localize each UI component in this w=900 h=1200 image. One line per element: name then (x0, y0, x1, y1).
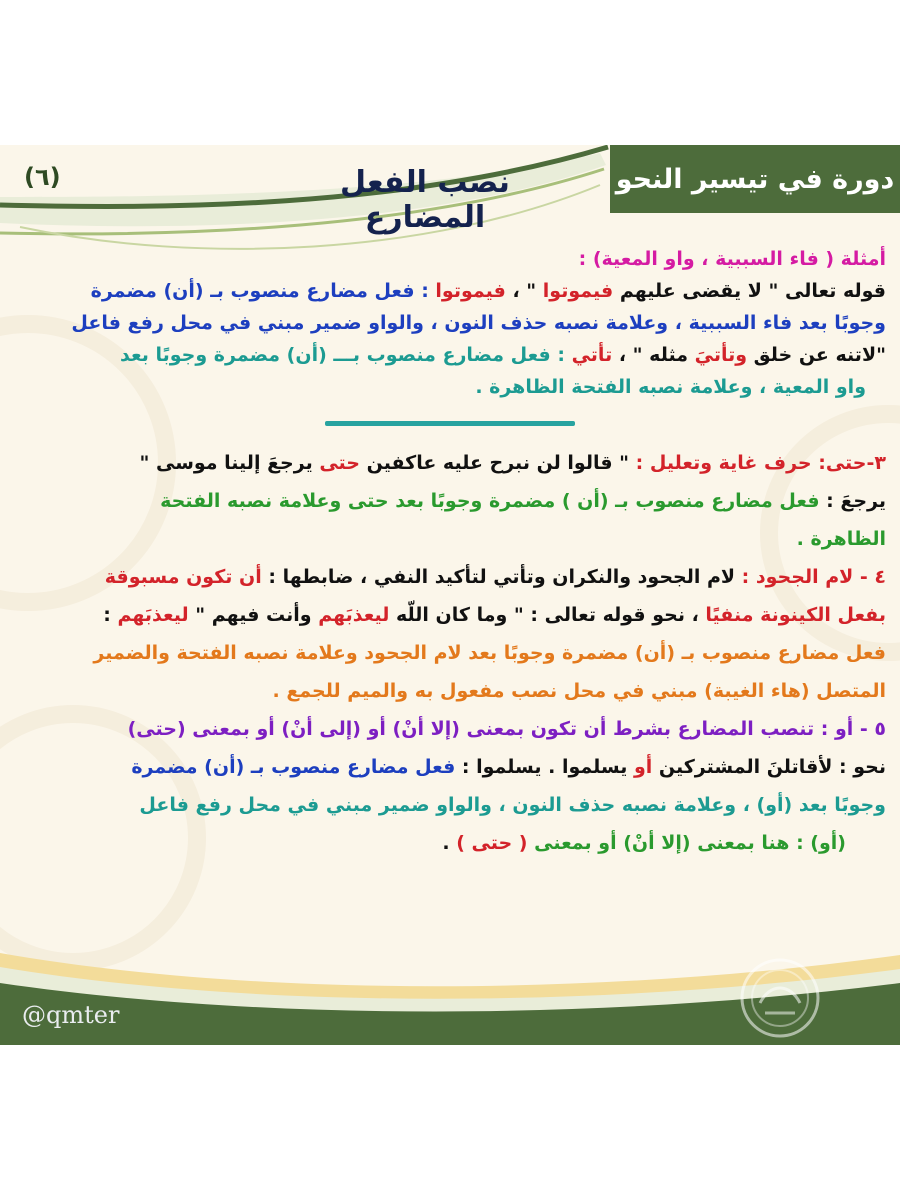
lesson-card (0, 145, 900, 1045)
text-run: وجوبًا بعد فاء السببية ، وعلامة نصبه حذف النون ، والواو ضمير مبني في محل رفع فاعل (71, 312, 886, 334)
text-run: حتى (319, 452, 360, 474)
lesson-title: نصب الفعل المضارع (340, 165, 510, 235)
text-run: ليعذبَهم (318, 604, 390, 626)
text-run: : فعل مضارع منصوب بـ (أن) مضمرة (90, 280, 436, 302)
text-run: أن تكون مسبوقة (104, 566, 262, 588)
text-line (14, 339, 886, 371)
text-line (14, 444, 886, 482)
text-run: "لاتنه عن خلق (747, 344, 886, 366)
text-line (14, 482, 886, 520)
section-divider (325, 421, 575, 426)
text-run: فيموتوا (435, 280, 506, 302)
examples-heading: أمثلة ( فاء السببية ، واو المعية) : (578, 248, 886, 270)
text-line (14, 307, 886, 339)
text-run: . (442, 832, 457, 854)
text-line (14, 824, 886, 862)
author-handle: @qmter (22, 1001, 120, 1029)
text-run: تأتي (571, 344, 613, 366)
text-run: " قالوا لن نبرح عليه عاكفين (360, 452, 630, 474)
text-run: " ، (505, 280, 543, 302)
text-line (14, 748, 886, 786)
text-run: المتصل (هاء الغيبة) مبني في محل نصب مفعول به والميم للجمع . (272, 680, 886, 702)
text-line (14, 371, 886, 403)
text-run: فعل مضارع منصوب بـ (أن) مضمرة (131, 756, 456, 778)
text-run: يرجعَ : (819, 490, 886, 512)
text-line (14, 786, 886, 824)
text-run: مثله " ، (612, 344, 695, 366)
course-title: دورة في تيسير النحو (610, 145, 900, 213)
text-run: وجوبًا بعد (أو) ، وعلامة نصبه حذف النون ، والواو ضمير مبني في محل رفع فاعل (139, 794, 886, 816)
text-line (14, 275, 886, 307)
text-run: ليعذبَهم (117, 604, 189, 626)
text-run: فيموتوا (542, 280, 614, 302)
text-run: لام الجحود والنكران وتأتي لتأكيد النفي ، ضابطها : (261, 566, 736, 588)
text-run: يرجعَ إلينا موسى " (139, 452, 320, 474)
seal-logo-icon (720, 943, 840, 1043)
text-line (14, 672, 886, 710)
text-line (14, 558, 886, 596)
text-run: ٤ - لام الجحود : (735, 566, 886, 588)
text-run: قوله تعالى " لا يقضى عليهم (613, 280, 886, 302)
text-run: أو (633, 756, 653, 778)
text-run: نحو : لأقاتلنَ المشتركين (652, 756, 886, 778)
text-run: وتأتيَ (694, 344, 748, 366)
text-run: : فعل مضارع منصوب بـــ (أن) مضمرة وجوبًا بعد (120, 344, 572, 366)
text-run: ، نحو قوله تعالى : " وما كان اللّه (389, 604, 706, 626)
text-line (14, 520, 886, 558)
lesson-number: (٦) (24, 163, 61, 191)
text-run: يسلموا . يسلموا : (455, 756, 634, 778)
text-run: فعل مضارع منصوب بـ (أن) مضمرة وجوبًا بعد لام الجحود وعلامة نصبه الفتحة والضمير (93, 642, 886, 664)
text-run: فعل مضارع منصوب بـ (أن ) مضمرة وجوبًا بعد حتى وعلامة نصبه الفتحة (160, 490, 820, 512)
text-run: ( حتى ) (456, 832, 528, 854)
text-run: ٣-حتى: حرف غاية وتعليل : (629, 452, 886, 474)
text-line (14, 710, 886, 748)
text-line (14, 634, 886, 672)
text-run: واو المعية ، وعلامة نصبه الفتحة الظاهرة . (475, 376, 866, 398)
text-run: ٥ - أو : تنصب المضارع بشرط أن تكون بمعنى (إلا أنْ) أو (إلى أنْ) أو بمعنى (حتى) (127, 718, 886, 740)
text-run: بفعل الكينونة منفيًا (705, 604, 886, 626)
text-line (14, 596, 886, 634)
text-run: : (103, 604, 118, 626)
lesson-content (14, 243, 886, 862)
text-run: وأنت فيهم " (188, 604, 319, 626)
text-run: (أو) : هنا بمعنى (إلا أنْ) أو بمعنى (527, 832, 846, 854)
text-run: الظاهرة . (796, 528, 886, 550)
